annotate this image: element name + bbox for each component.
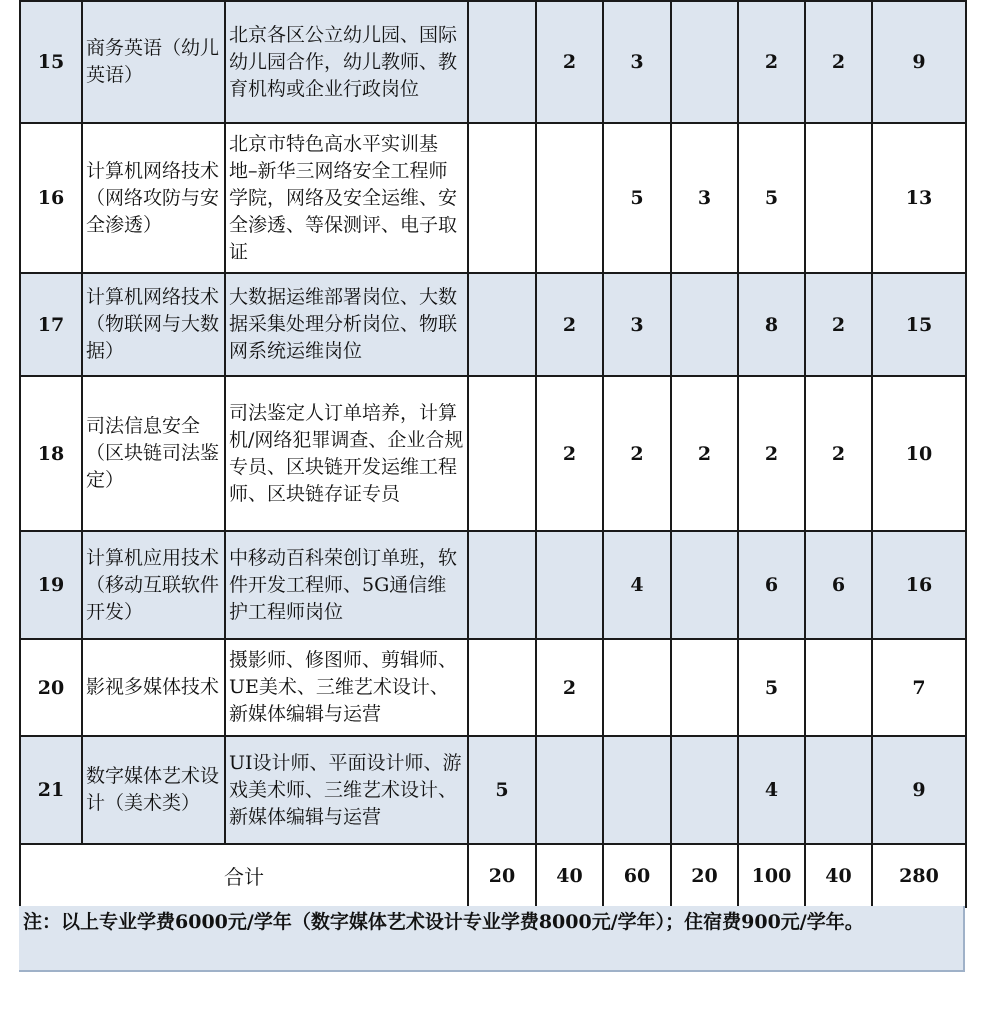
total-cell: 20 [468, 844, 536, 907]
quota-cell: 2 [805, 1, 872, 123]
total-row [20, 844, 966, 907]
major-name: 司法信息安全（区块链司法鉴定） [82, 376, 225, 531]
table-row [20, 736, 966, 844]
quota-cell [671, 531, 738, 639]
row-number: 17 [20, 273, 82, 376]
grand-total: 280 [872, 844, 966, 907]
total-label: 合计 [20, 844, 468, 907]
quota-cell [671, 1, 738, 123]
quota-cell: 2 [805, 376, 872, 531]
quota-cell: 5 [468, 736, 536, 844]
row-number: 16 [20, 123, 82, 273]
row-total: 16 [872, 531, 966, 639]
total-cell: 60 [603, 844, 671, 907]
major-name: 计算机应用技术（移动互联软件开发） [82, 531, 225, 639]
quota-cell: 6 [805, 531, 872, 639]
row-total: 10 [872, 376, 966, 531]
table-row [20, 1, 966, 123]
table-row [20, 531, 966, 639]
table-row [20, 123, 966, 273]
quota-cell [805, 639, 872, 736]
quota-cell [536, 736, 603, 844]
quota-cell: 3 [671, 123, 738, 273]
quota-cell [468, 639, 536, 736]
total-cell: 100 [738, 844, 805, 907]
job-description: UI设计师、平面设计师、游戏美术师、三维艺术设计、新媒体编辑与运营 [225, 736, 468, 844]
quota-cell: 6 [738, 531, 805, 639]
quota-cell: 2 [536, 639, 603, 736]
quota-cell [468, 376, 536, 531]
major-name: 计算机网络技术（物联网与大数据） [82, 273, 225, 376]
row-total: 7 [872, 639, 966, 736]
quota-cell [468, 531, 536, 639]
quota-cell [603, 736, 671, 844]
quota-cell [536, 123, 603, 273]
quota-cell: 2 [805, 273, 872, 376]
quota-cell: 2 [536, 376, 603, 531]
quota-cell [805, 123, 872, 273]
quota-cell: 2 [671, 376, 738, 531]
quota-cell: 4 [603, 531, 671, 639]
quota-cell [671, 639, 738, 736]
total-cell: 20 [671, 844, 738, 907]
quota-cell [536, 531, 603, 639]
quota-cell: 2 [603, 376, 671, 531]
job-description: 中移动百科荣创订单班，软件开发工程师、5G通信维护工程师岗位 [225, 531, 468, 639]
major-name: 商务英语（幼儿英语） [82, 1, 225, 123]
row-number: 20 [20, 639, 82, 736]
quota-cell: 4 [738, 736, 805, 844]
table-row [20, 273, 966, 376]
total-cell: 40 [536, 844, 603, 907]
row-number: 15 [20, 1, 82, 123]
major-name: 数字媒体艺术设计（美术类） [82, 736, 225, 844]
job-description: 北京市特色高水平实训基地–新华三网络安全工程师学院，网络及安全运维、安全渗透、等保测评、电子取证 [225, 123, 468, 273]
row-total: 9 [872, 1, 966, 123]
enrollment-table [19, 0, 967, 908]
job-description: 摄影师、修图师、剪辑师、UE美术、三维艺术设计、新媒体编辑与运营 [225, 639, 468, 736]
quota-cell: 2 [738, 376, 805, 531]
job-description: 司法鉴定人订单培养，计算机/网络犯罪调查、企业合规专员、区块链开发运维工程师、区块链存证专员 [225, 376, 468, 531]
row-number: 18 [20, 376, 82, 531]
row-total: 13 [872, 123, 966, 273]
row-total: 9 [872, 736, 966, 844]
table-row [20, 376, 966, 531]
fee-note: 注：以上专业学费6000元/学年（数字媒体艺术设计专业学费8000元/学年）；住宿费900元/学年。 [19, 906, 965, 972]
table-body [20, 1, 966, 907]
quota-cell [671, 273, 738, 376]
row-total: 15 [872, 273, 966, 376]
enrollment-table-section [19, 0, 965, 908]
major-name: 计算机网络技术（网络攻防与安全渗透） [82, 123, 225, 273]
job-description: 北京各区公立幼儿园、国际幼儿园合作，幼儿教师、教育机构或企业行政岗位 [225, 1, 468, 123]
job-description: 大数据运维部署岗位、大数据采集处理分析岗位、物联网系统运维岗位 [225, 273, 468, 376]
quota-cell [671, 736, 738, 844]
quota-cell: 2 [738, 1, 805, 123]
total-cell: 40 [805, 844, 872, 907]
quota-cell [603, 639, 671, 736]
quota-cell [468, 123, 536, 273]
quota-cell: 2 [536, 1, 603, 123]
major-name: 影视多媒体技术 [82, 639, 225, 736]
quota-cell: 5 [738, 639, 805, 736]
quota-cell: 5 [738, 123, 805, 273]
quota-cell: 3 [603, 1, 671, 123]
quota-cell: 3 [603, 273, 671, 376]
row-number: 19 [20, 531, 82, 639]
quota-cell: 2 [536, 273, 603, 376]
quota-cell [805, 736, 872, 844]
row-number: 21 [20, 736, 82, 844]
table-row [20, 639, 966, 736]
quota-cell [468, 1, 536, 123]
quota-cell [468, 273, 536, 376]
quota-cell: 8 [738, 273, 805, 376]
quota-cell: 5 [603, 123, 671, 273]
